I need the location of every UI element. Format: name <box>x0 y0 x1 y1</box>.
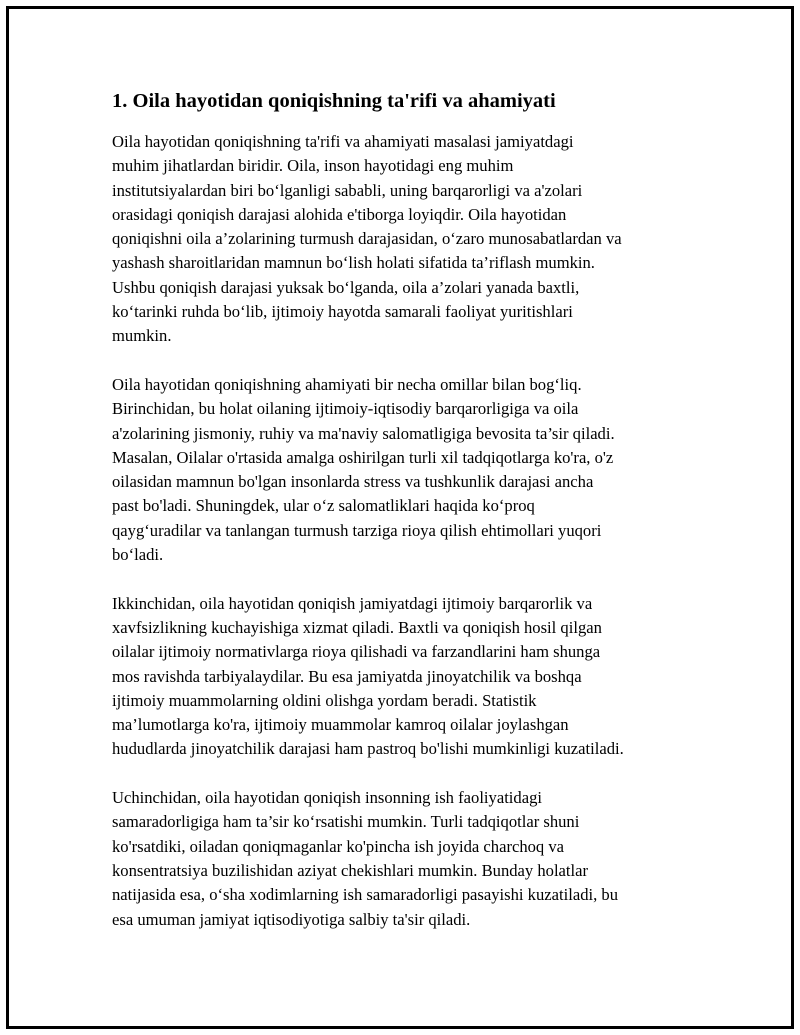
text-line: ko'rsatdiki, oiladan qoniqmaganlar ko'pincha ish joyida charchoq va <box>112 836 565 856</box>
text-line: institutsiyalardan biri bo‘lganligi sababli, uning barqarorligi va a'zolari <box>112 180 583 200</box>
text-line: samaradorligiga ham ta’sir ko‘rsatishi mumkin. Turli tadqiqotlar shuni <box>112 812 580 832</box>
text-line: oilalar ijtimoiy normativlarga rioya qilishadi va farzandlarini ham shunga <box>112 642 601 662</box>
text-line: Oila hayotidan qoniqishning ahamiyati bir necha omillar bilan bog‘liq. <box>112 374 582 394</box>
text-line: oilasidan mamnun bo'lgan insonlarda stress va tushkunlik darajasi ancha <box>112 472 594 492</box>
paragraph-importance <box>112 373 687 567</box>
paragraph-second-point <box>112 592 687 762</box>
text-line: esa umuman jamiyat iqtisodiyotiga salbiy ta'sir qiladi. <box>112 909 471 929</box>
text-line: a'zolarining jismoniy, ruhiy va ma'naviy salomatligiga bevosita ta’sir qiladi. <box>112 423 615 443</box>
section-heading: 1. Oila hayotidan qoniqishning ta'rifi va ahamiyati <box>112 90 556 112</box>
text-line: xavfsizlikning kuchayishiga xizmat qiladi. Baxtli va qoniqish hosil qilgan <box>112 617 602 637</box>
text-line: Oila hayotidan qoniqishning ta'rifi va ahamiyati masalasi jamiyatdagi <box>112 132 574 151</box>
document-body <box>112 88 687 956</box>
text-line: muhim jihatlardan biridir. Oila, inson hayotidagi eng muhim <box>112 156 514 176</box>
text-line: mumkin. <box>112 326 172 346</box>
text-line: qoniqishni oila a’zolarining turmush darajasidan, o‘zaro munosabatlardan va <box>112 229 622 249</box>
text-line: Uchinchidan, oila hayotidan qoniqish insonning ish faoliyatidagi <box>112 788 542 808</box>
text-line: Masalan, Oilalar o'rtasida amalga oshirilgan turli xil tadqiqotlarga ko'ra, o'z <box>112 447 614 467</box>
text-line: past bo'ladi. Shuningdek, ular o‘z salomatliklari haqida ko‘proq <box>112 496 535 516</box>
text-line: mos ravishda tarbiyalaydilar. Bu esa jamiyatda jinoyatchilik va boshqa <box>112 666 582 686</box>
text-line: orasidagi qoniqish darajasi alohida e'tiborga loyiqdir. Oila hayotidan <box>112 204 567 224</box>
text-line: yashash sharoitlaridan mamnun bo‘lish holati sifatida ta’riflash mumkin. <box>112 253 595 273</box>
text-line: ijtimoiy muammolarning oldini olishga yordam beradi. Statistik <box>112 690 537 710</box>
text-line: Ushbu qoniqish darajasi yuksak bo‘lganda, oila a’zolari yanada baxtli, <box>112 277 580 297</box>
paragraph-third-point <box>112 786 687 932</box>
text-line: Birinchidan, bu holat oilaning ijtimoiy-iqtisodiy barqarorligiga va oila <box>112 399 579 419</box>
text-line: Ikkinchidan, oila hayotidan qoniqish jamiyatdagi ijtimoiy barqarorlik va <box>112 593 593 613</box>
paragraph-definition <box>112 130 687 349</box>
text-line: konsentratsiya buzilishidan aziyat chekishlari mumkin. Bunday holatlar <box>112 860 589 880</box>
text-line: hududlarda jinoyatchilik darajasi ham pastroq bo'lishi mumkinligi kuzatiladi. <box>112 739 624 759</box>
text-line: ko‘tarinki ruhda bo‘lib, ijtimoiy hayotda samarali faoliyat yuritishlari <box>112 302 573 322</box>
text-line: qayg‘uradilar va tanlangan turmush tarziga rioya qilish ehtimollari yuqori <box>112 520 602 540</box>
text-line: ma’lumotlarga ko'ra, ijtimoiy muammolar kamroq oilalar joylashgan <box>112 715 569 735</box>
text-line: bo‘ladi. <box>112 545 164 565</box>
text-line: natijasida esa, o‘sha xodimlarning ish samaradorligi pasayishi kuzatiladi, bu <box>112 885 618 905</box>
